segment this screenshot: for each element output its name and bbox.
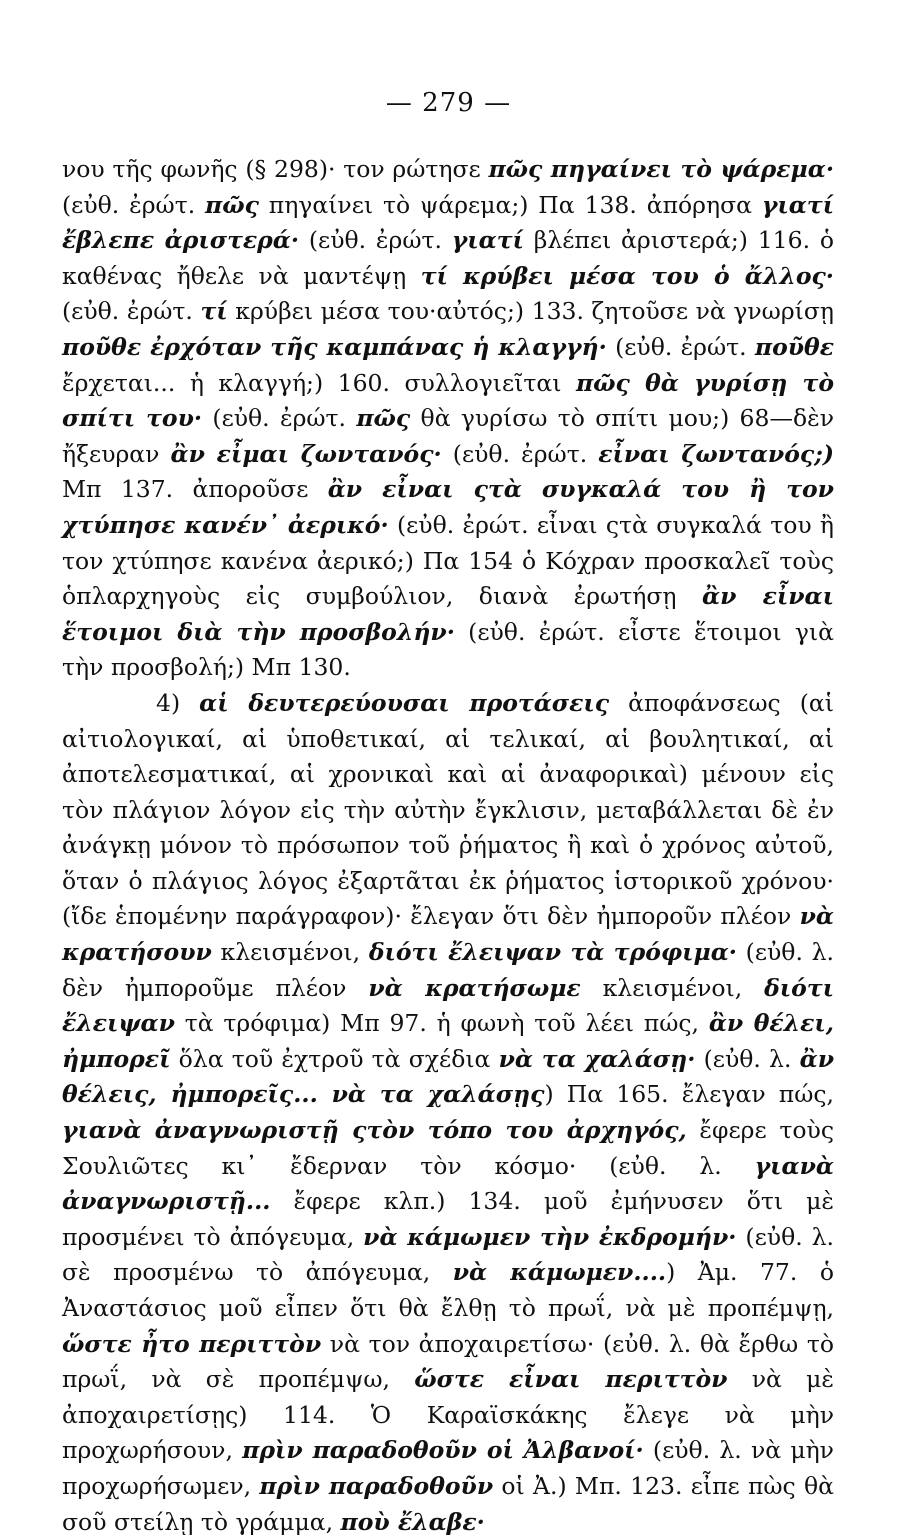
text-run: 4) (156, 688, 200, 717)
text-run: (εὐθ. ἐρώτ. (441, 439, 599, 468)
emphasized-text: γιατί (451, 226, 524, 255)
text-run: νου τῆς φωνῆς (§ 298)· τον ρώτησε (62, 155, 489, 183)
emphasized-text: ἂν εἶναι ἕτοιμοι διὰ τὴν προσβολήν· (62, 582, 834, 646)
emphasized-text: διότι ἔλειψαν (62, 973, 834, 1038)
text-run: (εὐθ. λ. σὲ προσμένω τὸ ἀπόγευμα, (62, 1222, 834, 1287)
emphasized-text: γιατί ἔβλεπε ἀριστερά· (62, 190, 834, 255)
emphasized-text: τί (200, 297, 228, 326)
emphasized-text: νὰ τα χαλάσῃ· (498, 1044, 696, 1073)
text-run: τὰ τρόφιμα) Μπ 97. ἡ φωνὴ τοῦ λέει πώς, (174, 1009, 709, 1038)
text-run: (εὐθ. ἐρώτ. (62, 297, 201, 326)
text-run: ἔφερε τοὺς Σουλιῶτες κι᾽ ἔδερναν τὸν κόσμο· (εὐθ. λ. (62, 1116, 834, 1180)
emphasized-text: ἂν θέλει, ἠμπορεῖ (62, 1009, 834, 1073)
text-run: (εὐθ. ἐρώτ. (606, 332, 755, 361)
emphasized-text: διότι ἔλειψαν τὰ τρόφιμα· (368, 938, 737, 967)
text-run: (εὐθ. ἐρώτ. (202, 404, 357, 433)
page-number: — 279 — (385, 88, 512, 118)
text-run: νὰ τον ἀποχαιρετίσω· (εὐθ. λ. θὰ ἔρθω τὸ πρωΐ, νὰ σὲ προπέμψω, (62, 1329, 834, 1394)
text-run: Μπ 137. ἀποροῦσε (62, 475, 328, 504)
emphasized-text: πῶς (205, 190, 259, 219)
emphasized-text: ἂν εἶμαι ζωντανός· (170, 439, 442, 468)
emphasized-text: νὰ κρατήσουν (62, 902, 834, 967)
emphasized-text: ἂν εἶναι ςτὰ συγκαλά του ἢ τον χτύπησε κανέν᾽ ἀερικό· (62, 475, 834, 539)
emphasized-text: γιανὰ ἀναγνωριστῇ... (62, 1151, 834, 1216)
text-run: κλεισμένοι, (211, 938, 369, 967)
text-run: ) Πα 165. ἔλεγαν πώς, (544, 1080, 835, 1109)
text-run: (εὐθ. ἐρώτ. (62, 190, 206, 219)
emphasized-text: πῶς θὰ γυρίσῃ τὸ σπίτι του· (62, 368, 835, 433)
emphasized-text: τί κρύβει μέσα του ὁ ἄλλος· (420, 261, 834, 290)
emphasized-text: ποὺ ἔλαβε· (340, 1507, 485, 1536)
text-run: οἱ Ἀ.) Μπ. 123. εἶπε πὼς θὰ σοῦ στείλῃ τὸ γράμμα, (62, 1471, 834, 1536)
text-run: (εὐθ. ἐρώτ. (299, 226, 452, 255)
text-run: (εὐθ. λ. δὲν ἠμποροῦμε πλέον (62, 938, 834, 1002)
body-text (62, 152, 834, 1540)
emphasized-text: ὥστε εἶναι περιττὸν (414, 1365, 728, 1394)
emphasized-text: νὰ κάμωμεν τὴν ἐκδρομήν· (363, 1222, 737, 1251)
text-run: (εὐθ. ἐρώτ. εἶστε ἕτοιμοι γιὰ τὴν προσβολή;) Μπ 130. (62, 617, 834, 682)
text-run: ἔφερε κλπ.) 134. μοῦ ἐμήνυσεν ὅτι μὲ προσμένει τὸ ἀπόγευμα, (62, 1187, 834, 1251)
text-run: κλεισμένοι, (580, 973, 765, 1002)
emphasized-text: ποῦθε (754, 332, 835, 361)
text-run: (εὐθ. ἐρώτ. εἶναι ςτὰ συγκαλά του ἢ τον χτύπησε κανένα ἀερικό;) Πα 154 ὁ Κόχραν προσκαλεῖ τοὺς ὁπλαρχηγοὺς εἰς συμβούλιον, διανὰ ἐρωτήσῃ (62, 510, 835, 611)
emphasized-text: ποῦθε ἐρχόταν τῆς καμπάνας ἡ κλαγγή· (62, 332, 607, 361)
text-run: κρύβει μέσα του·αὐτός;) 133. ζητοῦσε νὰ γνωρίσῃ (227, 297, 834, 326)
text-run: ἔρχεται... ἡ κλαγγή;) 160. συλλογιεῖται (62, 368, 576, 397)
text-run: βλέπει ἀριστερά;) 116. ὁ καθένας ἤθελε νὰ μαντέψῃ (62, 226, 834, 290)
emphasized-text: νὰ κάμωμεν.... (452, 1258, 667, 1287)
emphasized-text: εἶναι ζωντανός;) (598, 439, 834, 468)
emphasized-text: πῶς (356, 404, 411, 433)
text-run: ) Ἀμ. 77. ὁ Ἀναστάσιος μοῦ εἶπεν ὅτι θὰ ἔλθῃ τὸ πρωΐ, νὰ μὲ προπέμψῃ, (62, 1258, 834, 1322)
emphasized-text: πῶς πηγαίνει τὸ ψάρεμα· (488, 155, 834, 183)
text-run: θὰ γυρίσω τὸ σπίτι μου;) 68—δὲν ἤξευραν (62, 404, 834, 468)
text-run: ὅλα τοῦ ἐχτροῦ τὰ σχέδια (170, 1044, 499, 1073)
emphasized-text: νὰ κρατήσωμε (368, 973, 581, 1002)
text-run: (εὐθ. λ. (695, 1044, 800, 1073)
emphasized-text: ὥστε ἦτο περιττὸν (62, 1329, 322, 1358)
text-run: νὰ μὲ ἀποχαιρετίσῃς) 114. Ὁ Καραϊσκάκης ἔλεγε νὰ μὴν προχωρήσουν, (62, 1365, 834, 1465)
emphasized-text: πρὶν παραδοθοῦν οἱ Ἀλβανοί· (242, 1436, 644, 1465)
paragraph-continuation (62, 152, 834, 686)
text-run: (εὐθ. λ. νὰ μὴν προχωρήσωμεν, (62, 1436, 834, 1500)
emphasized-text: ἂν θέλεις, ἠμπορεῖς... νὰ τα χαλάσῃς (62, 1044, 835, 1109)
emphasized-text: αἱ δευτερεύουσαι προτάσεις (199, 688, 610, 717)
emphasized-text: γιανὰ ἀναγνωριστῇ ςτὸν τόπο του ἀρχηγός, (62, 1116, 687, 1145)
text-run: ἀποφάνσεως (αἱ αἰτιολογικαί, αἱ ὑποθετικαί, αἱ τελικαί, αἱ βουλητικαί, αἱ ἀποτελεσματικαί, αἱ χρονικαὶ καὶ αἱ ἀναφορικαὶ) μένουν εἰς τὸν πλάγιον λόγον εἰς τὴν αὐτὴν ἔγκλισιν, μεταβάλλεται δὲ ἐν ἀνάγκῃ μόνον τὸ πρόσωπον τοῦ ῥήματος ἢ καὶ ὁ χρόνος αὐτοῦ, ὅταν ὁ πλάγιος λόγος ἐξαρτᾶται ἐκ ῥήματος ἱστορικοῦ χρόνου· (ἴδε ἑπομένην παράγραφον)· ἔλεγαν ὅτι δὲν ἠμποροῦν πλέον (62, 688, 834, 931)
emphasized-text: πρὶν παραδοθοῦν (259, 1471, 494, 1500)
paragraph-section-4 (62, 686, 834, 1540)
text-run: πηγαίνει τὸ ψάρεμα;) Πα 138. ἀπόρησα (258, 190, 762, 219)
